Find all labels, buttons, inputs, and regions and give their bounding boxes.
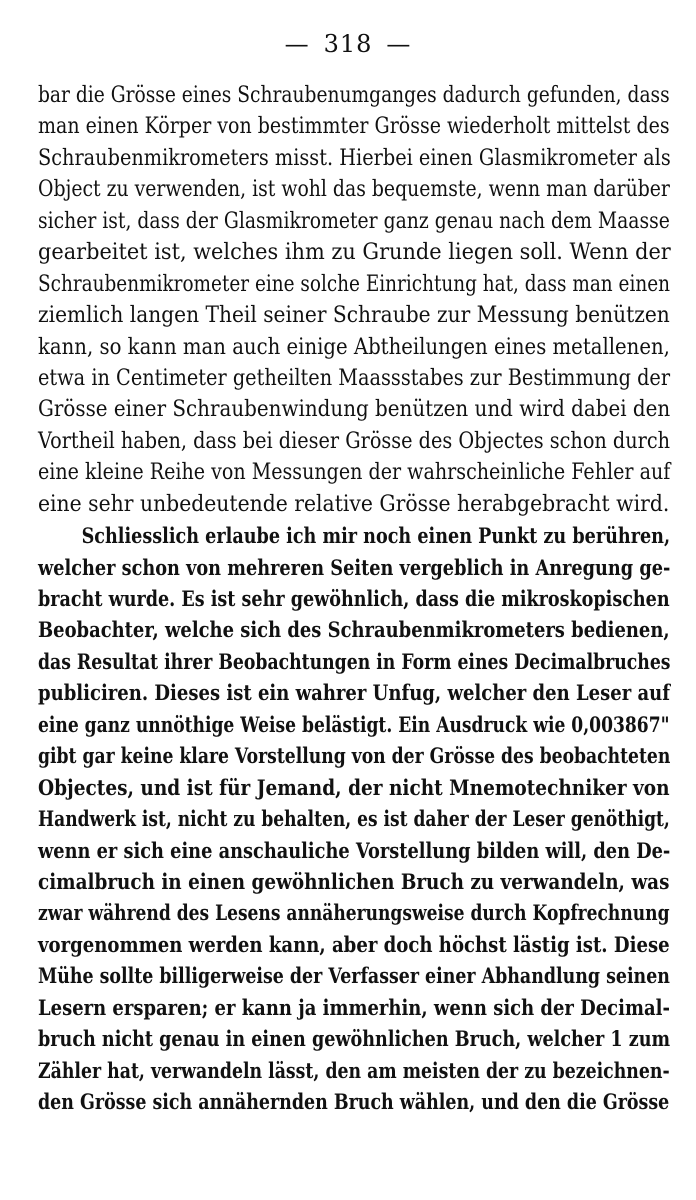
text-line: bruch nicht genau in einen gewöhnlichen Bruch, welcher 1 zum [38, 1026, 671, 1052]
text-line: eine kleine Reihe von Messungen der wahrscheinliche Fehler auf [38, 460, 671, 486]
text-line: Beobachter, welche sich des Schraubenmikrometers bedienen, [38, 617, 670, 643]
text-line: bar die Grösse eines Schraubenumganges dadurch gefunden, dass [38, 83, 670, 108]
text-line: man einen Körper von bestimmter Grösse wiederholt mittelst des [38, 114, 670, 140]
text-line: Schraubenmikrometers misst. Hierbei einen Glasmikrometer als [38, 145, 671, 171]
text-line: zwar während des Lesens annäherungsweise durch Kopfrechnung [38, 900, 670, 926]
text-line: bracht wurde. Es ist sehr gewöhnlich, dass die mikroskopischen [38, 586, 670, 611]
text-line: gibt gar keine klare Vorstellung von der Grösse des beobachteten [38, 743, 671, 769]
text-line: Grösse einer Schraubenwindung benützen und wird dabei den [38, 397, 671, 423]
body-text [38, 80, 670, 1117]
text-line: das Resultat ihrer Beobachtungen in Form eines Decimalbruches [38, 648, 671, 674]
text-line: Objectes, und ist für Jemand, der nicht Mnemotechniker von [38, 774, 670, 800]
text-line: Zähler hat, verwandeln lässt, den am meisten der zu bezeichnen- [38, 1057, 670, 1083]
text-line: wenn er sich eine anschauliche Vorstellung bilden will, den De- [38, 837, 671, 863]
header-dash-right: — [386, 30, 412, 58]
text-line: welcher schon von mehreren Seiten vergeblich in Anregung ge- [38, 554, 671, 580]
text-line: sicher ist, dass der Glasmikrometer ganz genau nach dem Maasse [38, 208, 670, 234]
text-line: Handwerk ist, nicht zu behalten, es ist daher der Leser genöthigt, [38, 806, 670, 832]
text-line: Vortheil haben, dass bei dieser Grösse des Objectes schon durch [38, 428, 671, 454]
text-line: kann, so kann man auch einige Abtheilungen eines metallenen, [38, 334, 670, 360]
header-dash-left: — [284, 30, 310, 58]
text-line: eine ganz unnöthige Weise belästigt. Ein Ausdruck wie 0,003867" [38, 711, 670, 737]
paragraph-end-line: eine sehr unbedeutende relative Grösse herabgebracht wird. [38, 491, 670, 517]
text-line: Schraubenmikrometer eine solche Einrichtung hat, dass man einen [38, 271, 671, 297]
text-line: cimalbruch in einen gewöhnlichen Bruch zu verwandeln, was [38, 868, 670, 894]
text-line: ziemlich langen Theil seiner Schraube zur Messung benützen [38, 303, 670, 329]
text-line: den Grösse sich annähernden Bruch wählen, und den die Grösse [38, 1089, 670, 1114]
text-line: vorgenommen werden kann, aber doch höchst lästig ist. Diese [38, 931, 670, 957]
text-line: Object zu verwenden, ist wohl das bequemste, wenn man darüber [38, 177, 670, 203]
page-number: 318 [323, 30, 373, 58]
text-line: Lesern ersparen; er kann ja immerhin, wenn sich der Decimal- [38, 994, 670, 1020]
text-line: Mühe sollte billigerweise der Verfasser einer Abhandlung seinen [38, 963, 670, 989]
text-line: gearbeitet ist, welches ihm zu Grunde liegen soll. Wenn der [38, 240, 671, 266]
text-line: publiciren. Dieses ist ein wahrer Unfug, welcher den Leser auf [38, 680, 671, 706]
page-header [0, 30, 696, 58]
paragraph-start-line: Schliesslich erlaube ich mir noch einen Punkt zu berühren, [81, 523, 671, 549]
text-line: etwa in Centimeter getheilten Maassstabes zur Bestimmung der [38, 365, 671, 391]
